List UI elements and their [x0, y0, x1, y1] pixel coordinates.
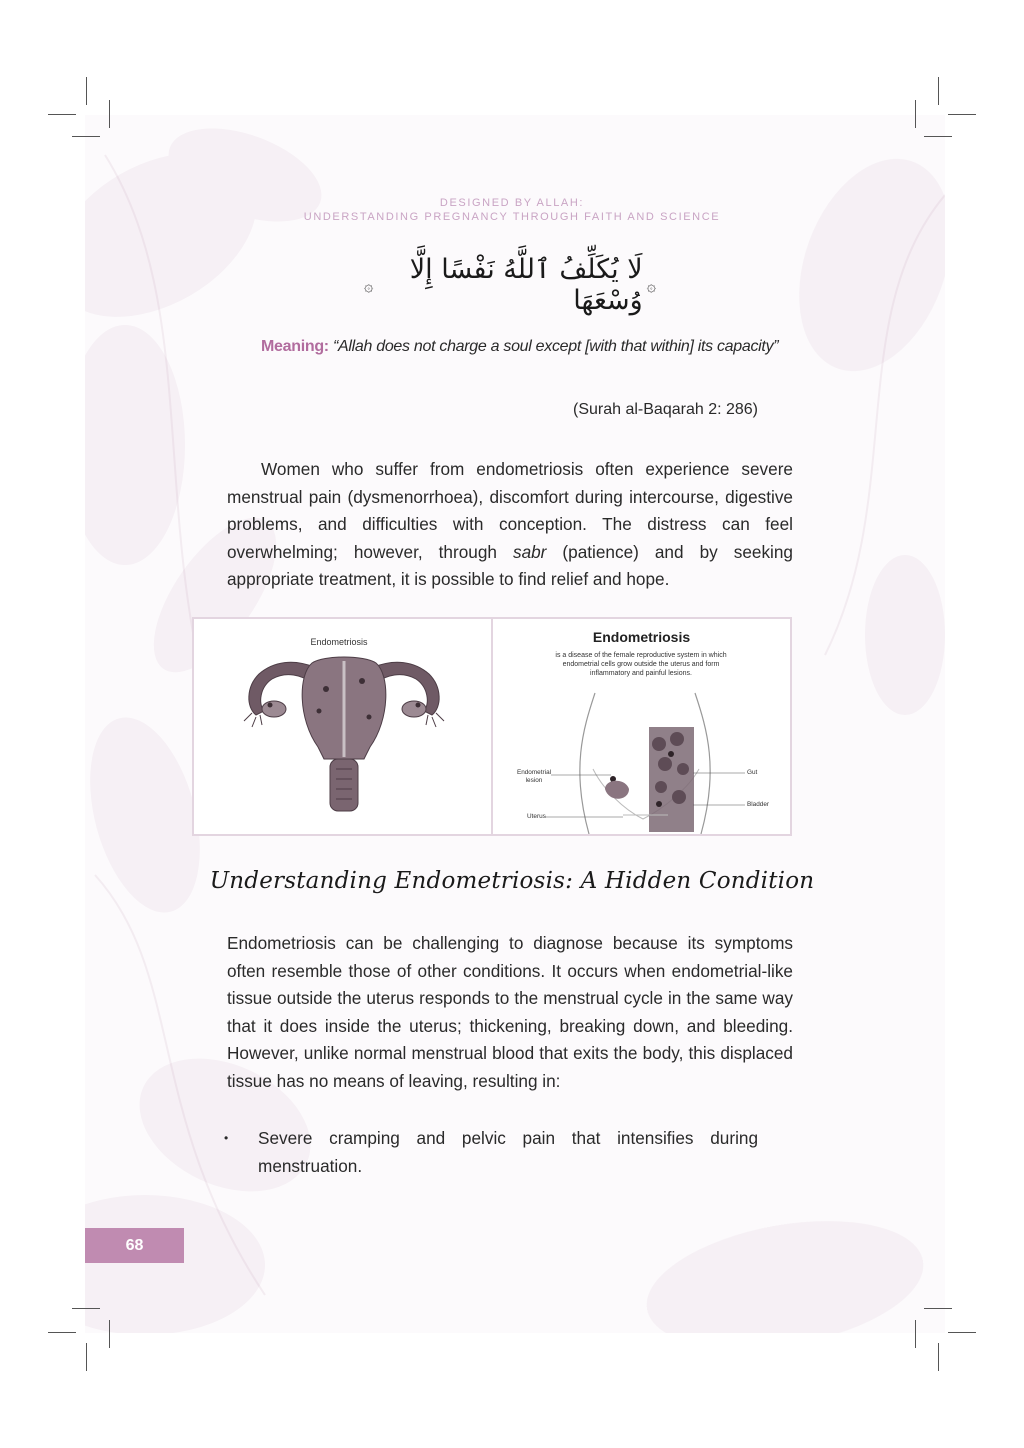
crop-mark	[72, 136, 100, 137]
running-header-line2: UNDERSTANDING PREGNANCY THROUGH FAITH AND SCIENCE	[303, 211, 721, 223]
figure-right-title: Endometriosis	[592, 629, 691, 645]
quran-verse	[360, 254, 660, 316]
crop-mark	[938, 1343, 939, 1371]
crop-mark	[948, 114, 976, 115]
crop-mark	[938, 77, 939, 105]
crop-mark	[924, 1308, 952, 1309]
page-number: 68	[85, 1228, 184, 1263]
ornament-icon: ۞	[646, 275, 656, 295]
crop-mark	[72, 1308, 100, 1309]
ornament-icon: ۞	[364, 275, 374, 295]
running-header-line1: DESIGNED BY ALLAH:	[439, 197, 585, 209]
bullet-text: Severe cramping and pelvic pain that intensifies during menstruation.	[258, 1128, 758, 1176]
abdomen-illustration	[493, 619, 790, 834]
label-gut: Gut	[747, 769, 758, 776]
body-paragraph-1: Women who suffer from endometriosis often experience severe menstrual pain (dysmenorrhoea), discomfort during intercourse, digestive problems, and difficulties with conception. The distress can feel overwhelming; however, through sabr (patience) and by seeking appropriate treatment, it is possible to find relief and hope.	[227, 459, 793, 590]
label-bladder: Bladder	[747, 801, 770, 808]
verse-meaning	[261, 333, 781, 360]
crop-mark	[86, 77, 87, 105]
section-heading: Understanding Endometriosis: A Hidden Condition	[209, 868, 815, 894]
endometriosis-figure	[192, 617, 792, 836]
crop-mark	[109, 100, 110, 128]
meaning-text: “Allah does not charge a soul except [with that within] its capacity”	[332, 338, 779, 355]
crop-mark	[915, 100, 916, 128]
crop-mark	[109, 1320, 110, 1348]
crop-mark	[48, 114, 76, 115]
meaning-label: Meaning:	[261, 338, 329, 355]
uterus-illustration	[194, 619, 491, 834]
figure-right-panel	[493, 619, 790, 834]
crop-mark	[48, 1332, 76, 1333]
label-uterus: Uterus	[527, 813, 546, 820]
crop-mark	[924, 136, 952, 137]
crop-mark	[915, 1320, 916, 1348]
crop-mark	[86, 1343, 87, 1371]
figure-left-panel	[194, 619, 493, 834]
body-paragraph-2: Endometriosis can be challenging to diagnose because its symptoms often resemble those of other conditions. It occurs when endometrial-like tissue outside the uterus responds to the menstrual cycle in the same way that it does inside the uterus; thickening, breaking down, and bleeding. However, unlike normal menstrual blood that exits the body, this displaced tissue has no means of leaving, resulting in:	[227, 933, 793, 1091]
label-endometrial-lesion: Endometrial lesion	[516, 769, 552, 784]
figure-left-title: Endometriosis	[310, 637, 368, 647]
crop-mark	[948, 1332, 976, 1333]
verse-citation: (Surah al-Baqarah 2: 286)	[573, 401, 758, 418]
arabic-verse-text: لَا يُكَلِّفُ ٱللَّهُ نَفْسًا إِلَّا وُسْعَهَا	[409, 254, 643, 316]
figure-right-description: is a disease of the female reproductive system in which endometrial cells grow outside the uterus and form inflammatory and painful lesions.	[555, 652, 727, 677]
bullet-marker: •	[224, 1131, 229, 1145]
